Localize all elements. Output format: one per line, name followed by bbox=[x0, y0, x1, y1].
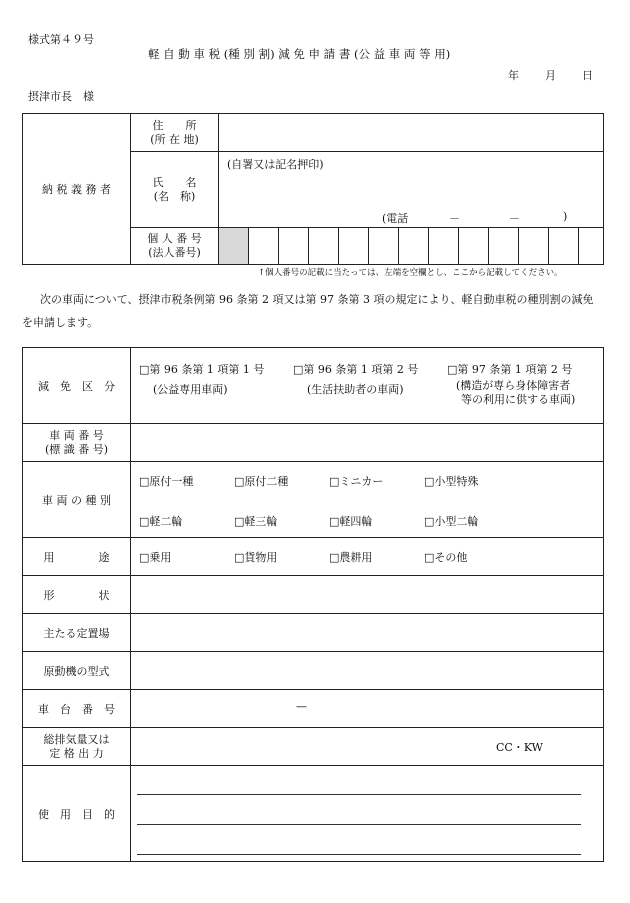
vehicle-type-checkbox[interactable]: □小型二輪 bbox=[424, 515, 479, 528]
exemption-options bbox=[131, 348, 604, 424]
chassis-field[interactable] bbox=[131, 690, 604, 728]
usage-options bbox=[131, 538, 604, 576]
storage-label: 主たる定置場 bbox=[23, 614, 131, 652]
id-number-cells bbox=[219, 228, 604, 265]
purpose-line bbox=[137, 854, 581, 855]
usage-label: 用 途 bbox=[23, 538, 131, 576]
intro-line2: を申請します。 bbox=[22, 316, 99, 329]
vehicle-type-checkbox[interactable]: □軽二輪 bbox=[139, 515, 183, 528]
displacement-field[interactable] bbox=[131, 728, 604, 766]
vehicle-table bbox=[22, 347, 604, 862]
vehicle-number-field[interactable] bbox=[131, 424, 604, 462]
id-cell[interactable] bbox=[459, 228, 489, 264]
form-title: 軽 自 動 車 税 (種 別 割) 減 免 申 請 書 (公 益 車 両 等 用) bbox=[148, 47, 451, 61]
engine-field[interactable] bbox=[131, 652, 604, 690]
taxpayer-section-label: 納 税 義 務 者 bbox=[23, 114, 131, 265]
exemption-checkbox-97-1-2[interactable]: □第 97 条第 1 項第 2 号 bbox=[447, 363, 573, 376]
usage-checkbox[interactable]: □貨物用 bbox=[234, 551, 278, 564]
usage-checkbox[interactable]: □農耕用 bbox=[329, 551, 373, 564]
id-cell[interactable] bbox=[399, 228, 429, 264]
vehicle-type-checkbox[interactable]: □原付二種 bbox=[234, 475, 289, 488]
exemption-checkbox-96-1-1[interactable]: □第 96 条第 1 項第 1 号 bbox=[139, 363, 265, 376]
id-cell[interactable] bbox=[369, 228, 399, 264]
displacement-label: 総排気量又は 定 格 出 力 bbox=[23, 728, 131, 766]
signature-note: (自署又は記名押印) bbox=[227, 158, 324, 171]
displacement-unit: CC・KW bbox=[496, 741, 543, 754]
exemption-note-96-1-1: (公益専用車両) bbox=[153, 383, 228, 396]
exemption-note-96-1-2: (生活扶助者の車両) bbox=[307, 383, 404, 396]
id-cell[interactable] bbox=[339, 228, 369, 264]
shape-label: 形 状 bbox=[23, 576, 131, 614]
id-note: ↑個人番号の記載に当たっては、左端を空欄とし、ここから記載してください。 bbox=[258, 268, 563, 278]
purpose-line bbox=[137, 824, 581, 825]
exemption-note-97-1-2-a: (構造が専ら身体障害者 bbox=[456, 379, 571, 392]
date-day: 日 bbox=[582, 69, 593, 82]
phone-close: ) bbox=[563, 210, 568, 223]
id-cell[interactable] bbox=[489, 228, 519, 264]
id-cell[interactable] bbox=[579, 228, 603, 264]
phone-label: (電話 bbox=[382, 212, 409, 225]
phone-dash-2: － bbox=[509, 212, 520, 225]
address-label: 住 所 (所 在 地) bbox=[131, 114, 219, 152]
vehicle-type-options bbox=[131, 462, 604, 538]
form-number: 様式第４９号 bbox=[28, 33, 94, 46]
vehicle-number-label: 車 両 番 号 (標 識 番 号) bbox=[23, 424, 131, 462]
storage-field[interactable] bbox=[131, 614, 604, 652]
vehicle-type-checkbox[interactable]: □軽三輪 bbox=[234, 515, 278, 528]
name-field[interactable] bbox=[219, 152, 604, 228]
date-year: 年 bbox=[508, 69, 519, 82]
address-field[interactable] bbox=[219, 114, 604, 152]
id-cell[interactable] bbox=[279, 228, 309, 264]
shape-field[interactable] bbox=[131, 576, 604, 614]
id-cell-blank bbox=[219, 228, 249, 264]
vehicle-type-checkbox[interactable]: □軽四輪 bbox=[329, 515, 373, 528]
name-label: 氏 名 (名 称) bbox=[131, 152, 219, 228]
engine-label: 原動機の型式 bbox=[23, 652, 131, 690]
vehicle-type-checkbox[interactable]: □ミニカー bbox=[329, 475, 384, 488]
id-cell[interactable] bbox=[429, 228, 459, 264]
chassis-dash: — bbox=[296, 700, 307, 713]
purpose-field[interactable] bbox=[131, 766, 604, 862]
vehicle-type-label: 車 両 の 種 別 bbox=[23, 462, 131, 538]
date-month: 月 bbox=[545, 69, 556, 82]
exemption-checkbox-96-1-2[interactable]: □第 96 条第 1 項第 2 号 bbox=[293, 363, 419, 376]
vehicle-type-checkbox[interactable]: □小型特殊 bbox=[424, 475, 479, 488]
exemption-note-97-1-2-b: 等の利用に供する車両) bbox=[461, 393, 576, 406]
phone-dash-1: － bbox=[449, 212, 460, 225]
purpose-line bbox=[137, 794, 581, 795]
exemption-label: 減 免 区 分 bbox=[23, 348, 131, 424]
usage-checkbox[interactable]: □その他 bbox=[424, 551, 468, 564]
chassis-label: 車 台 番 号 bbox=[23, 690, 131, 728]
vehicle-type-checkbox[interactable]: □原付一種 bbox=[139, 475, 194, 488]
id-cell[interactable] bbox=[519, 228, 549, 264]
taxpayer-table bbox=[22, 113, 604, 265]
intro-line1: 次の車両について、摂津市税条例第 96 条第 2 項又は第 97 条第 3 項の規定により、軽自動車税の種別割の減免 bbox=[40, 293, 594, 306]
id-label: 個 人 番 号 (法人番号) bbox=[131, 228, 219, 265]
id-cell[interactable] bbox=[249, 228, 279, 264]
purpose-label: 使 用 目 的 bbox=[23, 766, 131, 862]
id-cell[interactable] bbox=[309, 228, 339, 264]
usage-checkbox[interactable]: □乗用 bbox=[139, 551, 172, 564]
addressee: 摂津市長 様 bbox=[28, 90, 94, 103]
id-cell[interactable] bbox=[549, 228, 579, 264]
